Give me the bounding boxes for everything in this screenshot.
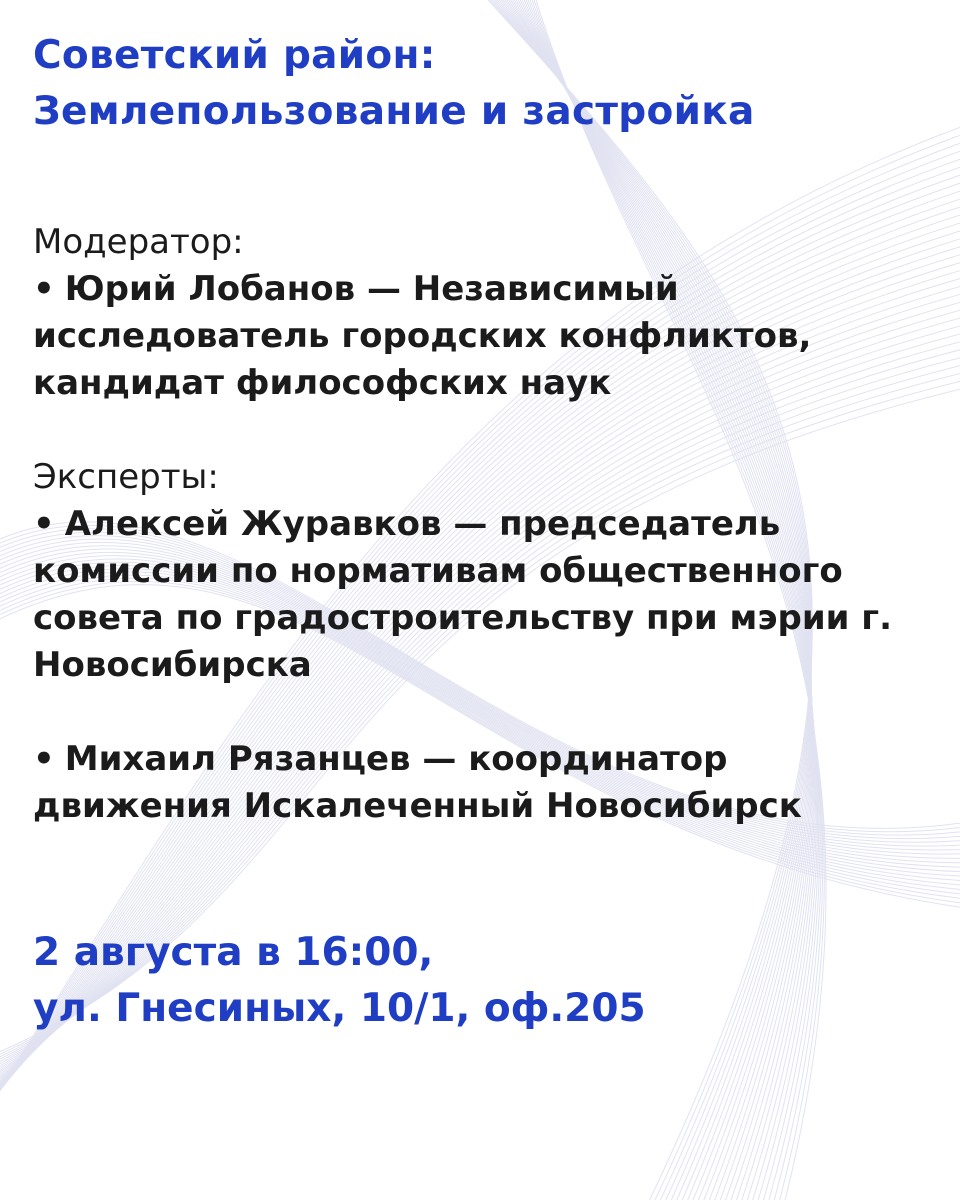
experts-section [33, 454, 933, 830]
title-block [33, 28, 933, 140]
moderator-section [33, 219, 933, 407]
experts-label: Эксперты: [33, 457, 219, 497]
event-address: ул. Гнесиных, 10/1, оф.205 [33, 986, 646, 1031]
bullet: • [33, 739, 55, 779]
moderator-item [33, 266, 933, 407]
title-line-1: Советский район: [33, 33, 436, 78]
event-info [33, 925, 933, 1037]
bullet: • [33, 504, 55, 544]
expert-text: Михаил Рязанцев — координатор движения Искалеченный Новосибирск [33, 739, 802, 826]
moderator-label: Модератор: [33, 222, 244, 262]
event-date-time: 2 августа в 16:00, [33, 930, 434, 975]
moderator-text: Юрий Лобанов — Независимый исследователь городских конфликтов, кандидат философских наук [33, 269, 812, 403]
expert-item [33, 736, 933, 830]
expert-item [33, 501, 933, 689]
expert-text: Алексей Журавков — председатель комиссии по нормативам общественного совета по градостроительству при мэрии г. Новосибирска [33, 504, 892, 685]
main-content [33, 28, 933, 1037]
title-line-2: Землепользование и застройка [33, 89, 755, 134]
bullet: • [33, 269, 55, 309]
